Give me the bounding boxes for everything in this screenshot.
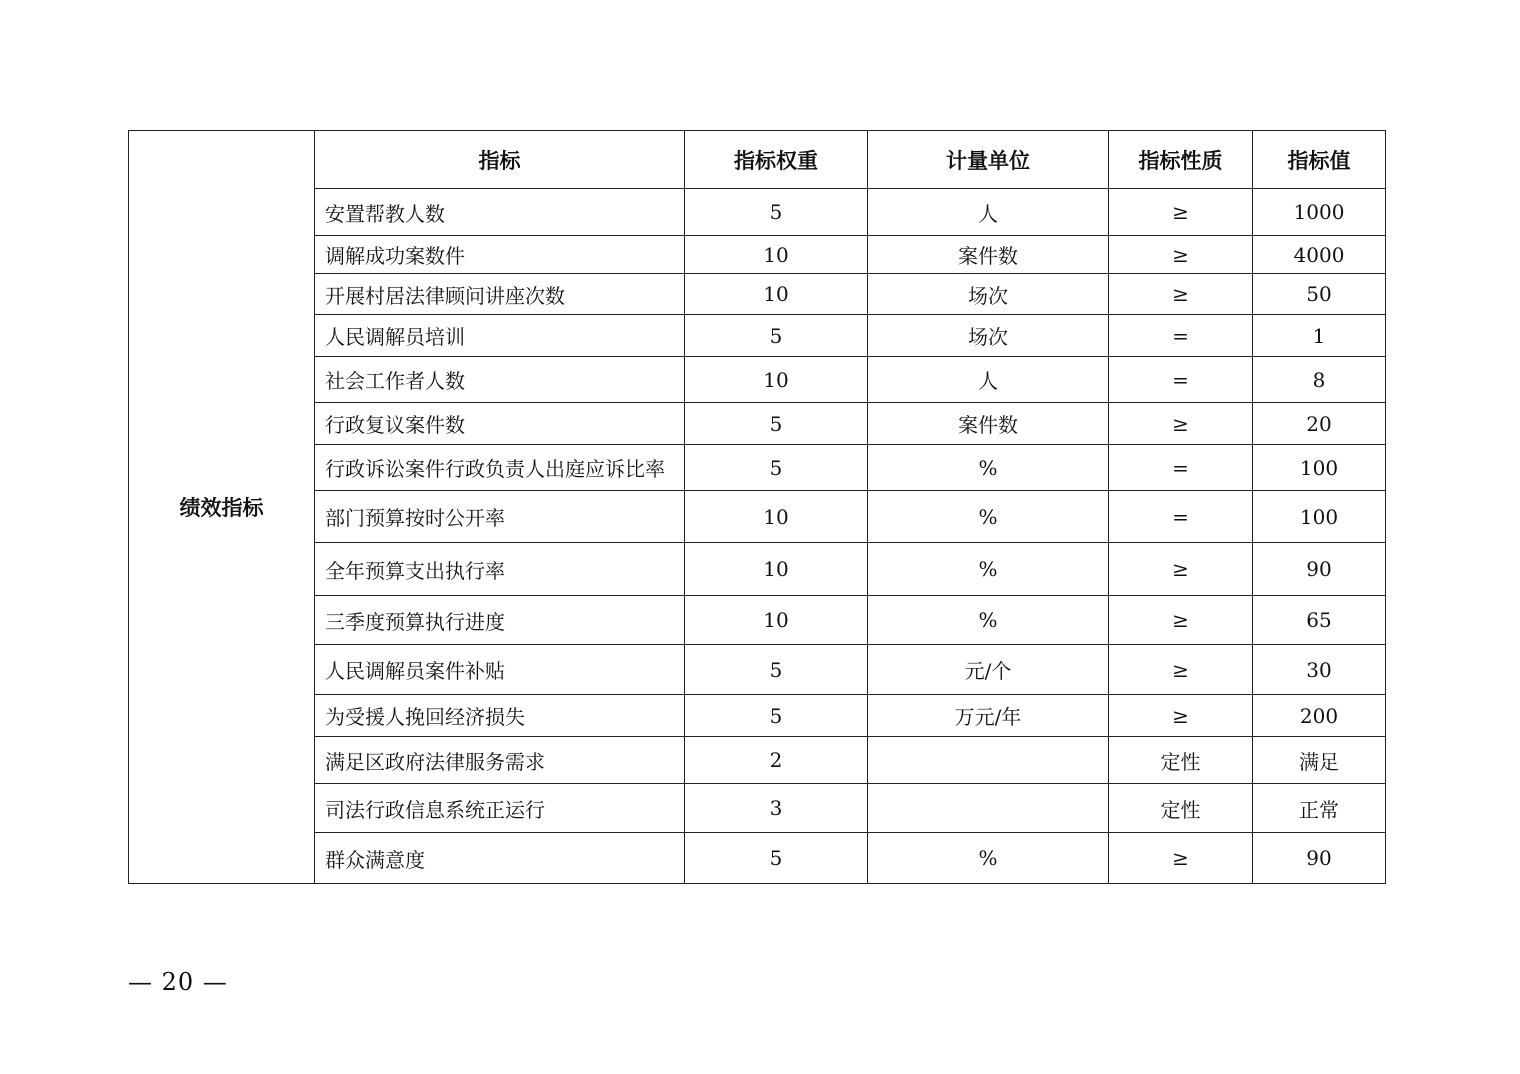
table-row <box>129 645 1386 695</box>
table-row <box>129 543 1386 596</box>
indicator-nature: ≥ <box>1109 274 1253 315</box>
indicator-weight: 10 <box>685 596 868 645</box>
header-indicator: 指标 <box>315 131 685 189</box>
indicator-weight: 5 <box>685 833 868 884</box>
indicator-value: 1 <box>1253 315 1386 357</box>
indicator-name: 行政诉讼案件行政负责人出庭应诉比率 <box>315 445 685 491</box>
table-body <box>129 131 1386 884</box>
indicator-value: 8 <box>1253 357 1386 403</box>
indicator-unit: % <box>868 833 1109 884</box>
header-value: 指标值 <box>1253 131 1386 189</box>
indicator-nature: 定性 <box>1109 784 1253 833</box>
indicator-name: 人民调解员培训 <box>315 315 685 357</box>
indicator-nature: = <box>1109 357 1253 403</box>
indicator-weight: 3 <box>685 784 868 833</box>
performance-indicators-table <box>128 130 1386 884</box>
indicator-unit: % <box>868 491 1109 543</box>
table-row <box>129 236 1386 274</box>
indicator-name: 人民调解员案件补贴 <box>315 645 685 695</box>
indicator-unit: 案件数 <box>868 236 1109 274</box>
indicator-unit <box>868 737 1109 784</box>
indicator-weight: 5 <box>685 315 868 357</box>
indicator-value: 4000 <box>1253 236 1386 274</box>
table-row <box>129 833 1386 884</box>
table-row <box>129 596 1386 645</box>
indicator-value: 100 <box>1253 445 1386 491</box>
indicator-name: 为受援人挽回经济损失 <box>315 695 685 737</box>
indicator-weight: 10 <box>685 274 868 315</box>
table-row <box>129 357 1386 403</box>
indicator-weight: 5 <box>685 645 868 695</box>
indicator-name: 部门预算按时公开率 <box>315 491 685 543</box>
indicator-weight: 5 <box>685 695 868 737</box>
table-row <box>129 189 1386 236</box>
indicator-name: 司法行政信息系统正运行 <box>315 784 685 833</box>
header-weight: 指标权重 <box>685 131 868 189</box>
indicator-nature: ≥ <box>1109 543 1253 596</box>
indicator-nature: ≥ <box>1109 403 1253 445</box>
table-row <box>129 445 1386 491</box>
indicator-unit: 人 <box>868 189 1109 236</box>
table-row <box>129 491 1386 543</box>
indicator-name: 安置帮教人数 <box>315 189 685 236</box>
indicator-nature: = <box>1109 491 1253 543</box>
indicator-nature: ≥ <box>1109 833 1253 884</box>
section-label: 绩效指标 <box>129 131 315 884</box>
indicator-unit: % <box>868 543 1109 596</box>
indicator-unit: 场次 <box>868 274 1109 315</box>
header-nature: 指标性质 <box>1109 131 1253 189</box>
indicator-name: 调解成功案数件 <box>315 236 685 274</box>
indicator-name: 三季度预算执行进度 <box>315 596 685 645</box>
indicator-value: 90 <box>1253 833 1386 884</box>
indicator-unit <box>868 784 1109 833</box>
indicator-weight: 5 <box>685 403 868 445</box>
indicator-nature: ≥ <box>1109 596 1253 645</box>
indicator-unit: 案件数 <box>868 403 1109 445</box>
indicator-weight: 5 <box>685 189 868 236</box>
indicator-weight: 10 <box>685 357 868 403</box>
indicator-value: 100 <box>1253 491 1386 543</box>
indicator-weight: 10 <box>685 236 868 274</box>
indicator-name: 全年预算支出执行率 <box>315 543 685 596</box>
indicator-value: 50 <box>1253 274 1386 315</box>
indicator-nature: ≥ <box>1109 695 1253 737</box>
indicator-name: 开展村居法律顾问讲座次数 <box>315 274 685 315</box>
indicator-value: 1000 <box>1253 189 1386 236</box>
indicator-nature: ≥ <box>1109 236 1253 274</box>
indicator-nature: ≥ <box>1109 189 1253 236</box>
header-unit: 计量单位 <box>868 131 1109 189</box>
indicator-nature: ≥ <box>1109 645 1253 695</box>
indicator-unit: 元/个 <box>868 645 1109 695</box>
indicator-name: 行政复议案件数 <box>315 403 685 445</box>
indicator-nature: = <box>1109 315 1253 357</box>
indicator-weight: 5 <box>685 445 868 491</box>
indicator-name: 群众满意度 <box>315 833 685 884</box>
table-row <box>129 403 1386 445</box>
table-header-row <box>129 131 1386 189</box>
indicator-name: 满足区政府法律服务需求 <box>315 737 685 784</box>
indicator-value: 正常 <box>1253 784 1386 833</box>
table-row <box>129 784 1386 833</box>
indicator-unit: % <box>868 445 1109 491</box>
table-row <box>129 695 1386 737</box>
table-row <box>129 274 1386 315</box>
table-row <box>129 737 1386 784</box>
indicator-value: 200 <box>1253 695 1386 737</box>
indicator-value: 30 <box>1253 645 1386 695</box>
indicator-name: 社会工作者人数 <box>315 357 685 403</box>
table-row <box>129 315 1386 357</box>
indicator-unit: 万元/年 <box>868 695 1109 737</box>
indicator-weight: 10 <box>685 491 868 543</box>
indicator-nature: = <box>1109 445 1253 491</box>
page-number: — 20 — <box>128 968 228 996</box>
indicator-weight: 2 <box>685 737 868 784</box>
indicator-value: 20 <box>1253 403 1386 445</box>
indicator-unit: % <box>868 596 1109 645</box>
indicator-weight: 10 <box>685 543 868 596</box>
indicator-unit: 场次 <box>868 315 1109 357</box>
indicator-value: 90 <box>1253 543 1386 596</box>
indicator-value: 满足 <box>1253 737 1386 784</box>
indicator-unit: 人 <box>868 357 1109 403</box>
indicator-value: 65 <box>1253 596 1386 645</box>
indicator-nature: 定性 <box>1109 737 1253 784</box>
